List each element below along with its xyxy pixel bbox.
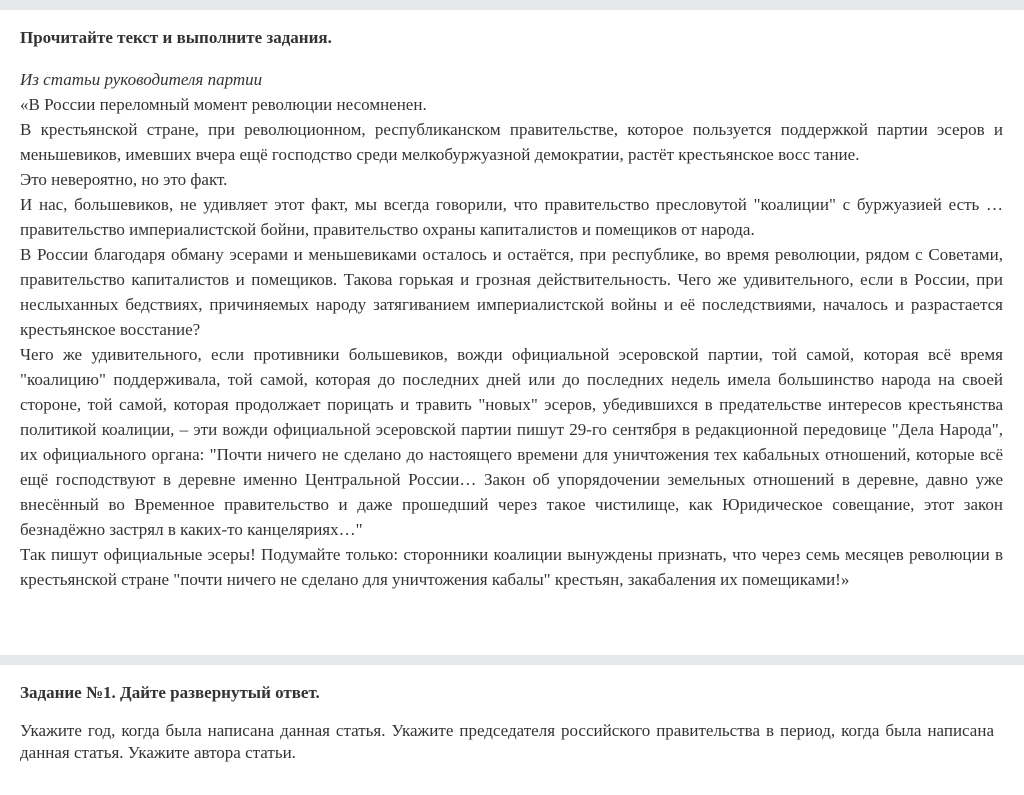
source-caption: Из статьи руководителя партии bbox=[20, 70, 263, 89]
paragraph-2: В крестьянской стране, при революционном, республиканском правительстве, которое пользуется поддержкой партии эсеров и меньшевиков, имевших вчера ещё господство среди мелкобуржуазной демократии, растёт крестьянское восс тание. bbox=[20, 120, 1003, 164]
paragraph-7: Так пишут официальные эсеры! Подумайте только: сторонники коалиции вынуждены признать, что через семь месяцев революции в крестьянской стране "почти ничего не сделано для уничтожения кабалы" крестьян, закабаления их помещиками!» bbox=[20, 545, 1003, 589]
paragraph-6: Чего же удивительного, если противники большевиков, вожди официальной эсеровской партии, той самой, которая всё время "коалицию" поддерживала, той самой, которая до последних дней или до последних недель имела большинство народа на своей стороне, той самой, которая продолжает порицать и травить "новых" эсеров, убедившихся в предательстве интересов крестьянства политикой коалиции, – эти вожди официальной эсеровской партии пишут 29-го сентября в редакционной передовице "Дела Народа", их официального органа: "Почти ничего не сделано до настоящего времени для уничтожения тех кабальных отношений, которые всё ещё господствуют в деревне именно Центральной России… Закон об упорядочении земельных отношений в деревне, давно уже внесённый во Временное правительство и даже прошедший через такое чистилище, как Юридическое совещание, этот закон безнадёжно застрял в каких-то канцеляриях…" bbox=[20, 345, 1003, 539]
paragraph-4: И нас, большевиков, не удивляет этот факт, мы всегда говорили, что правительство пресловутой "коалиции" с буржуазией есть …правительство империалистской бойни, правительство охраны капиталистов и помещиков от народа. bbox=[20, 195, 1003, 239]
top-bar bbox=[0, 0, 1024, 10]
task-card bbox=[0, 665, 1024, 795]
text-card bbox=[0, 10, 1024, 655]
text-card-heading: Прочитайте текст и выполните задания. bbox=[20, 28, 332, 47]
section-separator bbox=[0, 655, 1024, 665]
task-text: Укажите год, когда была написана данная статья. Укажите председателя российского правительства в период, когда была написана данная статья. Укажите автора статьи. bbox=[20, 721, 994, 762]
paragraph-5: В России благодаря обману эсерами и меньшевиками осталось и остаётся, при республике, во время революции, рядом с Советами, правительство капиталистов и помещиков. Такова горькая и грозная действительность. Чего же удивительного, если в России, при неслыханных бедствиях, причиняемых народу затягиванием империалистской войны и её последствиями, началось и разрастается крестьянское восстание? bbox=[20, 245, 1003, 339]
paragraph-3: Это невероятно, но это факт. bbox=[20, 170, 228, 189]
paragraph-1: «В России переломный момент революции несомненен. bbox=[20, 95, 427, 114]
task-heading: Задание №1. Дайте развернутый ответ. bbox=[20, 683, 320, 702]
